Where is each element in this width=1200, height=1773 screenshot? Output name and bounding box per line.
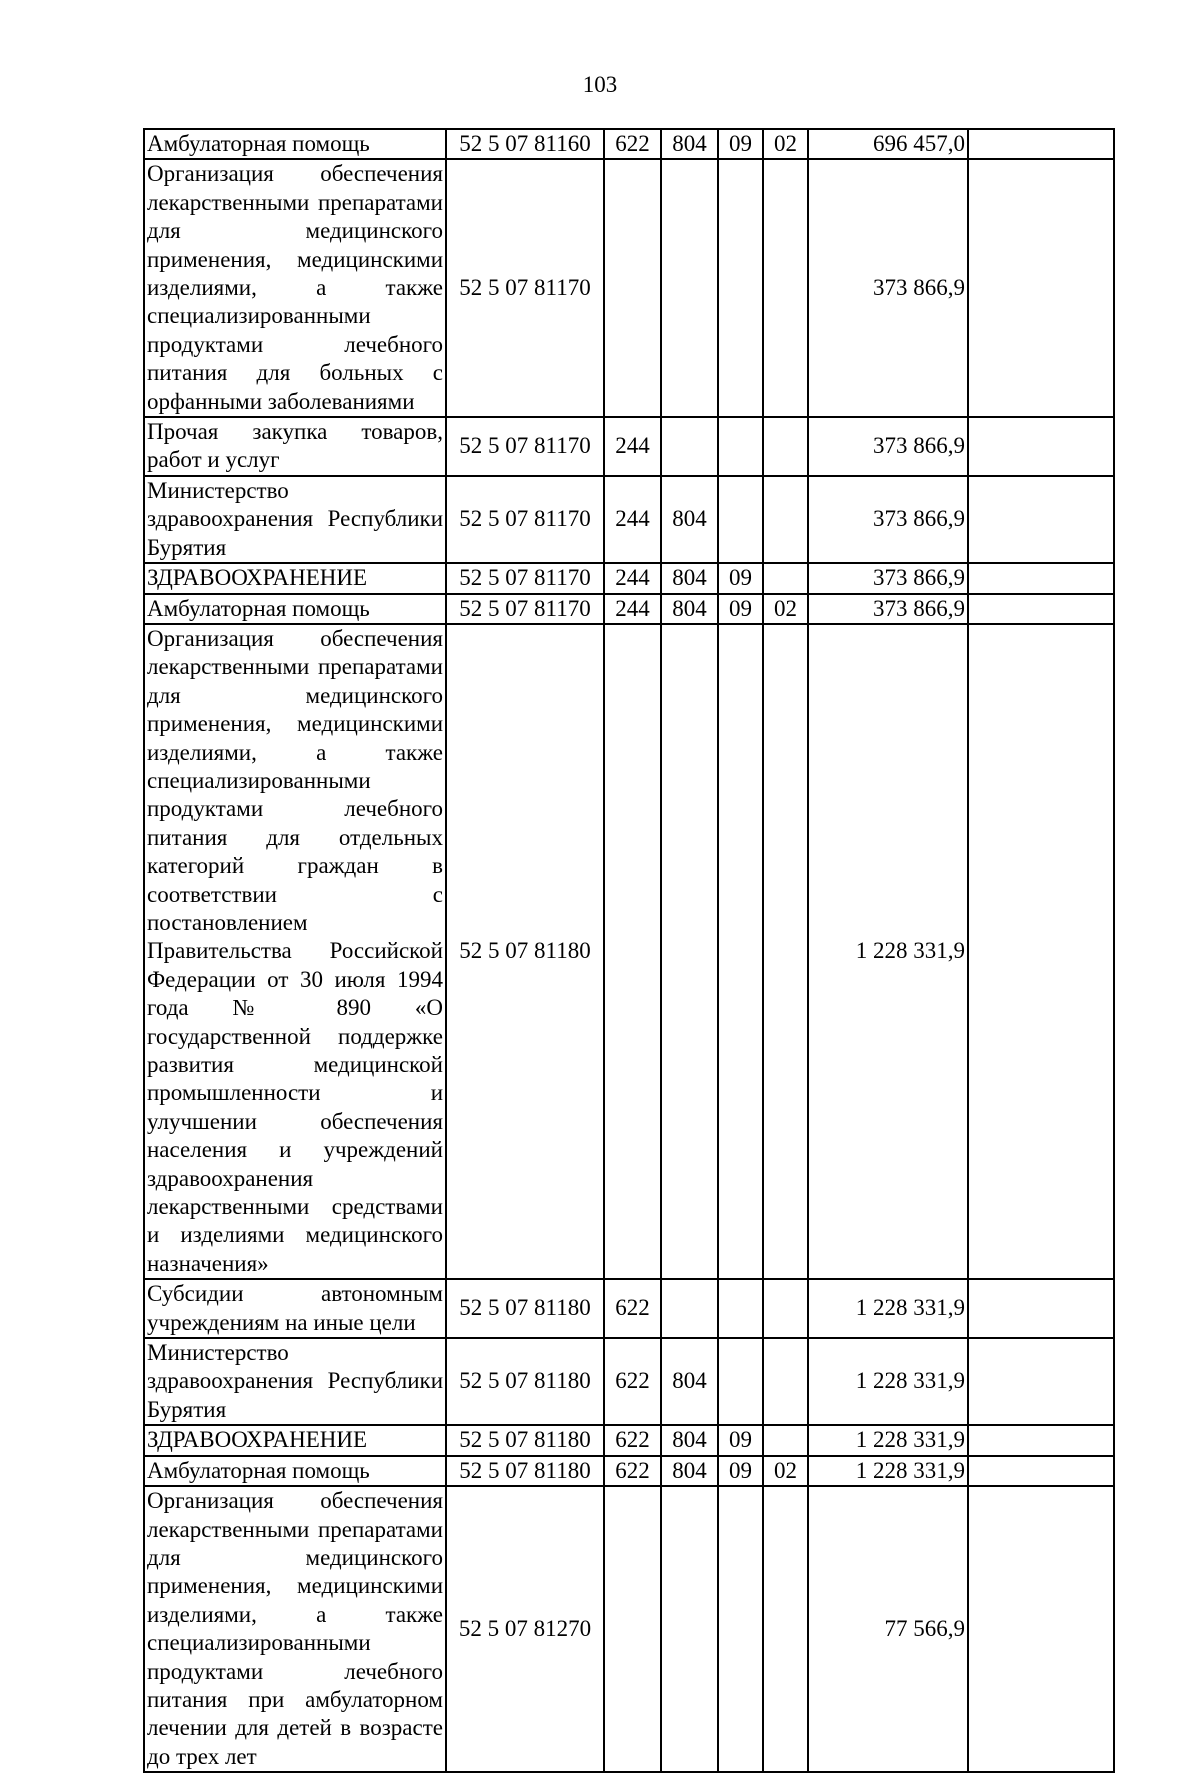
table-row bbox=[144, 594, 1114, 624]
row-rz-cell: 09 bbox=[718, 563, 763, 593]
row-vr-cell: 244 bbox=[604, 563, 661, 593]
row-extra-cell bbox=[968, 1425, 1114, 1455]
row-name-cell: Амбулаторная помощь bbox=[144, 1456, 446, 1486]
row-vr-cell: 622 bbox=[604, 1279, 661, 1338]
row-grbs-cell: 804 bbox=[661, 1456, 718, 1486]
row-grbs-cell: 804 bbox=[661, 476, 718, 563]
row-vr-cell: 244 bbox=[604, 476, 661, 563]
row-pr-cell bbox=[763, 1279, 808, 1338]
table-row bbox=[144, 1456, 1114, 1486]
row-name-cell: Субсидии автономным учреждениям на иные цели bbox=[144, 1279, 446, 1338]
row-extra-cell bbox=[968, 594, 1114, 624]
row-extra-cell bbox=[968, 476, 1114, 563]
row-grbs-cell bbox=[661, 1279, 718, 1338]
row-pr-cell bbox=[763, 476, 808, 563]
row-rz-cell: 09 bbox=[718, 1456, 763, 1486]
row-vr-cell: 622 bbox=[604, 1456, 661, 1486]
row-name-cell: Министерство здравоохранения Республики Бурятия bbox=[144, 476, 446, 563]
row-code-cell: 52 5 07 81170 bbox=[446, 563, 604, 593]
row-rz-cell bbox=[718, 624, 763, 1279]
row-vr-cell bbox=[604, 624, 661, 1279]
table-row bbox=[144, 476, 1114, 563]
row-code-cell: 52 5 07 81170 bbox=[446, 417, 604, 476]
row-rz-cell bbox=[718, 1486, 763, 1772]
row-pr-cell bbox=[763, 624, 808, 1279]
row-extra-cell bbox=[968, 1486, 1114, 1772]
row-amount-cell: 373 866,9 bbox=[808, 476, 968, 563]
row-extra-cell bbox=[968, 563, 1114, 593]
table-row bbox=[144, 563, 1114, 593]
row-code-cell: 52 5 07 81160 bbox=[446, 129, 604, 159]
table-row bbox=[144, 129, 1114, 159]
page-number: 103 bbox=[582, 72, 618, 97]
row-amount-cell: 1 228 331,9 bbox=[808, 624, 968, 1279]
row-amount-cell: 696 457,0 bbox=[808, 129, 968, 159]
row-code-cell: 52 5 07 81180 bbox=[446, 1279, 604, 1338]
table-row bbox=[144, 1486, 1114, 1772]
row-amount-cell: 77 566,9 bbox=[808, 1486, 968, 1772]
row-pr-cell bbox=[763, 417, 808, 476]
row-vr-cell: 244 bbox=[604, 417, 661, 476]
row-rz-cell: 09 bbox=[718, 129, 763, 159]
row-grbs-cell: 804 bbox=[661, 1338, 718, 1425]
row-grbs-cell: 804 bbox=[661, 1425, 718, 1455]
row-extra-cell bbox=[968, 159, 1114, 417]
row-extra-cell bbox=[968, 624, 1114, 1279]
row-name-cell: Амбулаторная помощь bbox=[144, 129, 446, 159]
row-amount-cell: 373 866,9 bbox=[808, 563, 968, 593]
row-extra-cell bbox=[968, 417, 1114, 476]
row-grbs-cell bbox=[661, 1486, 718, 1772]
row-pr-cell bbox=[763, 1425, 808, 1455]
row-rz-cell bbox=[718, 417, 763, 476]
row-grbs-cell bbox=[661, 417, 718, 476]
row-grbs-cell bbox=[661, 159, 718, 417]
row-pr-cell bbox=[763, 563, 808, 593]
row-name-cell: ЗДРАВООХРАНЕНИЕ bbox=[144, 1425, 446, 1455]
row-extra-cell bbox=[968, 129, 1114, 159]
row-pr-cell bbox=[763, 1486, 808, 1772]
row-name-cell: Министерство здравоохранения Республики Бурятия bbox=[144, 1338, 446, 1425]
row-extra-cell bbox=[968, 1456, 1114, 1486]
row-amount-cell: 1 228 331,9 bbox=[808, 1456, 968, 1486]
row-rz-cell: 09 bbox=[718, 594, 763, 624]
row-rz-cell bbox=[718, 1279, 763, 1338]
row-vr-cell bbox=[604, 1486, 661, 1772]
table-body bbox=[144, 129, 1114, 1772]
row-grbs-cell bbox=[661, 624, 718, 1279]
row-grbs-cell: 804 bbox=[661, 129, 718, 159]
row-name-cell: Прочая закупка товаров, работ и услуг bbox=[144, 417, 446, 476]
row-rz-cell bbox=[718, 476, 763, 563]
row-code-cell: 52 5 07 81170 bbox=[446, 159, 604, 417]
row-rz-cell: 09 bbox=[718, 1425, 763, 1455]
row-rz-cell bbox=[718, 1338, 763, 1425]
row-vr-cell bbox=[604, 159, 661, 417]
row-name-cell: ЗДРАВООХРАНЕНИЕ bbox=[144, 563, 446, 593]
row-code-cell: 52 5 07 81270 bbox=[446, 1486, 604, 1772]
row-amount-cell: 1 228 331,9 bbox=[808, 1279, 968, 1338]
table-row bbox=[144, 1279, 1114, 1338]
table-row bbox=[144, 1425, 1114, 1455]
row-vr-cell: 622 bbox=[604, 1425, 661, 1455]
row-code-cell: 52 5 07 81180 bbox=[446, 1456, 604, 1486]
row-extra-cell bbox=[968, 1338, 1114, 1425]
table-row bbox=[144, 159, 1114, 417]
row-rz-cell bbox=[718, 159, 763, 417]
row-amount-cell: 1 228 331,9 bbox=[808, 1425, 968, 1455]
row-name-cell: Организация обеспечения лекарственными препаратами для медицинского применения, медицинскими изделиями, а также специализированными продуктами лечебного питания для больных с орфанными заболеваниями bbox=[144, 159, 446, 417]
row-code-cell: 52 5 07 81170 bbox=[446, 594, 604, 624]
row-vr-cell: 244 bbox=[604, 594, 661, 624]
row-amount-cell: 373 866,9 bbox=[808, 594, 968, 624]
row-vr-cell: 622 bbox=[604, 129, 661, 159]
table-row bbox=[144, 1338, 1114, 1425]
row-code-cell: 52 5 07 81170 bbox=[446, 476, 604, 563]
row-pr-cell: 02 bbox=[763, 1456, 808, 1486]
row-amount-cell: 1 228 331,9 bbox=[808, 1338, 968, 1425]
row-pr-cell bbox=[763, 159, 808, 417]
table-row bbox=[144, 417, 1114, 476]
row-code-cell: 52 5 07 81180 bbox=[446, 1338, 604, 1425]
row-code-cell: 52 5 07 81180 bbox=[446, 624, 604, 1279]
row-name-cell: Амбулаторная помощь bbox=[144, 594, 446, 624]
row-grbs-cell: 804 bbox=[661, 594, 718, 624]
row-pr-cell: 02 bbox=[763, 594, 808, 624]
row-grbs-cell: 804 bbox=[661, 563, 718, 593]
row-pr-cell: 02 bbox=[763, 129, 808, 159]
row-extra-cell bbox=[968, 1279, 1114, 1338]
row-vr-cell: 622 bbox=[604, 1338, 661, 1425]
row-code-cell: 52 5 07 81180 bbox=[446, 1425, 604, 1455]
row-amount-cell: 373 866,9 bbox=[808, 417, 968, 476]
table-row bbox=[144, 624, 1114, 1279]
budget-table bbox=[143, 128, 1115, 1773]
row-pr-cell bbox=[763, 1338, 808, 1425]
row-name-cell: Организация обеспечения лекарственными препаратами для медицинского применения, медицинскими изделиями, а также специализированными продуктами лечебного питания при амбулаторном лечении для детей в возрасте до трех лет bbox=[144, 1486, 446, 1772]
row-name-cell: Организация обеспечения лекарственными препаратами для медицинского применения, медицинскими изделиями, а также специализированными продуктами лечебного питания для отдельных категорий граждан в соответствии с постановлением Правительства Российской Федерации от 30 июля 1994 года № 890 «О государственной поддержке развития медицинской промышленности и улучшении обеспечения населения и учреждений здравоохранения лекарственными средствами и изделиями медицинского назначения» bbox=[144, 624, 446, 1279]
row-amount-cell: 373 866,9 bbox=[808, 159, 968, 417]
